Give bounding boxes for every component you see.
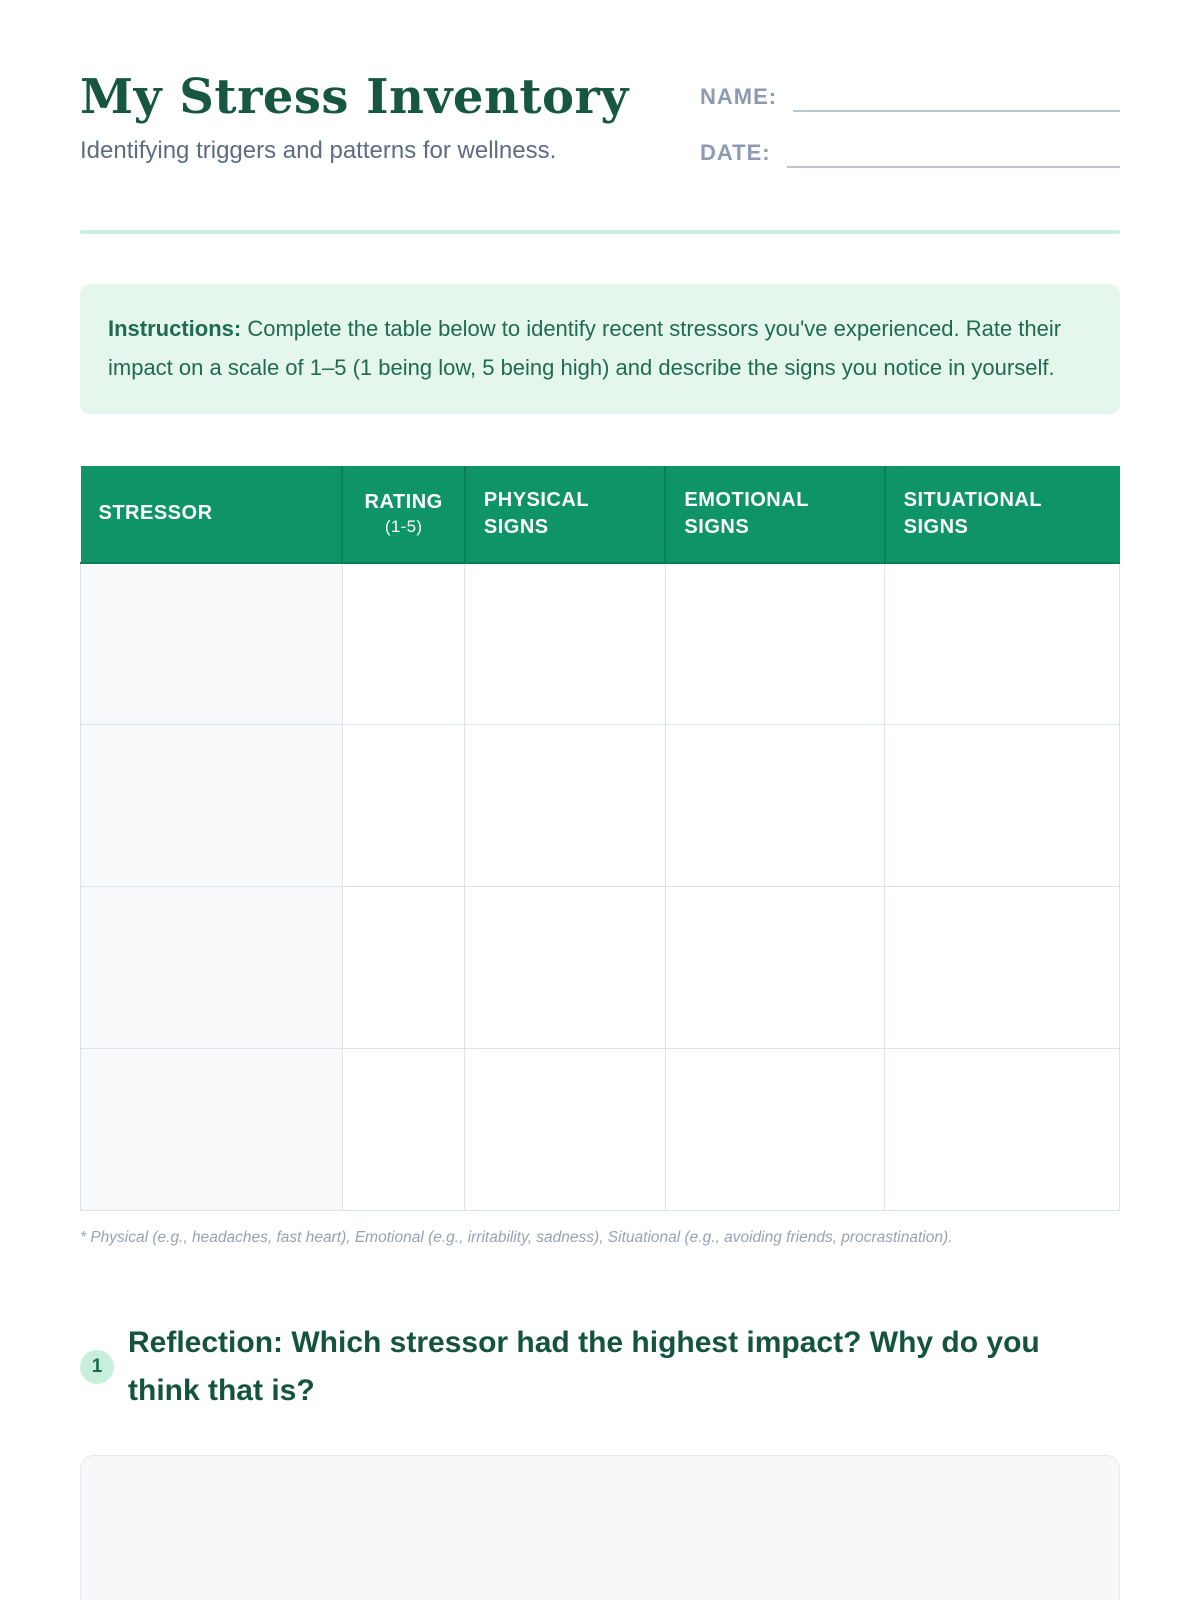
table-row (81, 725, 1120, 887)
instructions-box (80, 284, 1120, 414)
name-date-fields (700, 82, 1120, 168)
cell-emotional-signs[interactable] (665, 1049, 884, 1211)
page-title: My Stress Inventory (80, 69, 629, 125)
reflection-question: Reflection: Which stressor had the highest impact? Why do you think that is? (128, 1326, 1040, 1408)
table-body (81, 563, 1120, 1211)
cell-rating[interactable] (342, 725, 465, 887)
column-header-physical-signs: PHYSICAL SIGNS (465, 466, 666, 563)
date-field-row (700, 138, 1120, 168)
cell-emotional-signs[interactable] (665, 887, 884, 1049)
question-number-badge: 1 (80, 1350, 114, 1384)
cell-physical-signs[interactable] (465, 1049, 666, 1211)
page-header (80, 70, 1120, 168)
cell-stressor[interactable] (81, 725, 343, 887)
page-subtitle: Identifying triggers and patterns for wellness. (80, 137, 557, 165)
reflection-section (80, 1319, 1120, 1415)
name-input-line[interactable] (793, 82, 1120, 112)
cell-rating[interactable] (342, 563, 465, 725)
cell-rating[interactable] (342, 1049, 465, 1211)
cell-stressor[interactable] (81, 1049, 343, 1211)
column-header-stressor: STRESSOR (81, 466, 343, 563)
table-row (81, 563, 1120, 725)
column-header-emotional-signs: EMOTIONAL SIGNS (665, 466, 884, 563)
cell-stressor[interactable] (81, 563, 343, 725)
reflection-answer-box[interactable] (80, 1455, 1120, 1600)
cell-situational-signs[interactable] (885, 1049, 1120, 1211)
table-row (81, 887, 1120, 1049)
cell-emotional-signs[interactable] (665, 563, 884, 725)
date-input-line[interactable] (787, 138, 1120, 168)
table-row (81, 1049, 1120, 1211)
cell-stressor[interactable] (81, 887, 343, 1049)
header-divider (80, 230, 1120, 234)
cell-rating[interactable] (342, 887, 465, 1049)
cell-situational-signs[interactable] (885, 725, 1120, 887)
name-label: NAME: (700, 84, 778, 109)
table-header (81, 466, 1120, 563)
column-header-situational-signs: SITUATIONAL SIGNS (885, 466, 1120, 563)
cell-physical-signs[interactable] (465, 887, 666, 1049)
cell-situational-signs[interactable] (885, 887, 1120, 1049)
cell-situational-signs[interactable] (885, 563, 1120, 725)
date-label: DATE: (700, 140, 771, 165)
cell-emotional-signs[interactable] (665, 725, 884, 887)
instructions-text: Instructions: Complete the table below to identify recent stressors you've experienced. Rate their impact on a scale of 1–5 (1 being low, 5 being high) and describe the signs you notice in yourself. (108, 316, 1062, 380)
instructions-label: Instructions: (108, 316, 242, 341)
name-field-row (700, 82, 1120, 112)
cell-physical-signs[interactable] (465, 563, 666, 725)
stress-inventory-table (80, 466, 1120, 1212)
column-header-rating: RATING (1-5) (342, 466, 465, 563)
title-block (80, 70, 629, 166)
cell-physical-signs[interactable] (465, 725, 666, 887)
table-footnote: * Physical (e.g., headaches, fast heart), Emotional (e.g., irritability, sadness), Situational (e.g., avoiding friends, procrastination). (80, 1229, 953, 1247)
